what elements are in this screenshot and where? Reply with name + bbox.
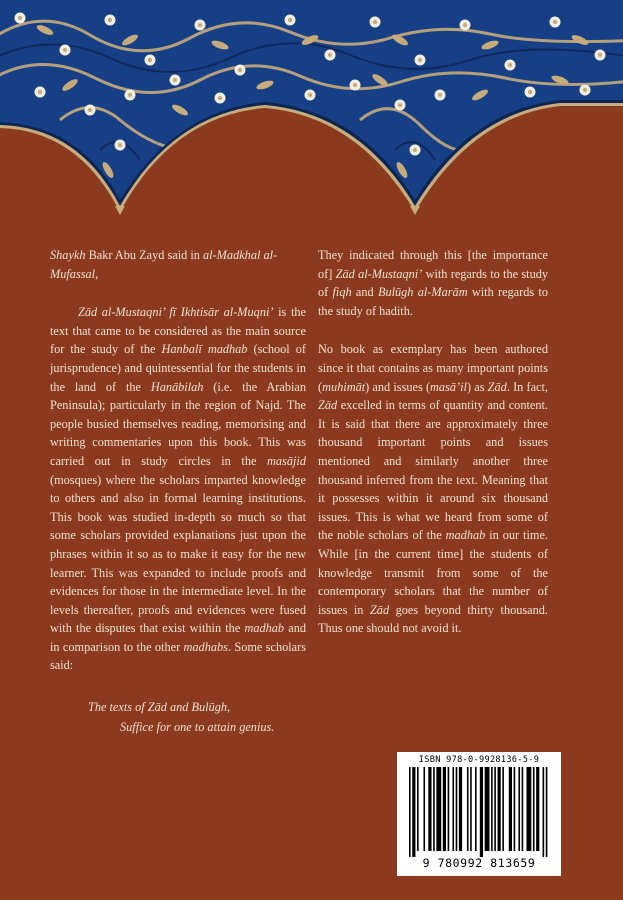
barcode-bar: [536, 767, 539, 851]
barcode-bar: [448, 767, 450, 851]
text-span: . In fact,: [506, 379, 549, 394]
text-span: They indicated through this [the importance of]: [318, 248, 548, 281]
barcode-bar: [456, 767, 458, 851]
barcode-bar: [509, 767, 512, 851]
barcode-bar: [470, 767, 472, 851]
poem: [50, 697, 306, 737]
barcode-bar: [459, 767, 462, 851]
barcode-bar: [518, 767, 520, 851]
ean-digits: 9 780992 813659: [422, 856, 536, 870]
barcode-bar: [522, 767, 524, 851]
text-span: in our time. While [in the current time] the students of knowledge transmit from some of the contemporary scholars that the number of issues in: [318, 528, 548, 617]
text-span: (mosques) where the scholars imparted knowledge to others and also in formal learning institutions. This book was studied in-depth so much so that some scholars provided explanations just upon the phrases within it so as to make it easy for the new learner. This was expanded to include proofs and evidences for those in the intermediate level. In the levels thereafter, proofs and evidences were fused with the disputes that exist within the: [50, 472, 306, 636]
intro-punct: ,: [95, 266, 99, 281]
barcode-bar: [436, 767, 441, 851]
term: Zād: [318, 398, 338, 413]
isbn-barcode: [397, 752, 561, 876]
barcode-bar: [514, 767, 516, 851]
term: madhab: [244, 621, 285, 636]
barcode-bar: [502, 767, 504, 851]
barcode-bar: [480, 767, 483, 857]
barcode-bar: [428, 767, 431, 851]
term: masājid: [267, 453, 306, 468]
barcode-bar: [526, 767, 531, 851]
barcode-bar: [475, 767, 477, 851]
term: Zād: [369, 602, 390, 617]
text-span: No book as exemplary has been authored since it that contains as many important points (: [318, 342, 548, 394]
right-text-column: [318, 246, 548, 638]
barcode-bar: [409, 767, 411, 857]
text-span: is the text that came to be considered as the main source for the study of the: [50, 305, 307, 357]
term: Bulūgh al-Marām: [377, 285, 468, 300]
term: Hanbalī madhab: [161, 342, 248, 357]
barcode-bar: [485, 767, 490, 851]
barcode-bar: [533, 767, 535, 851]
right-paragraph-1: [318, 246, 548, 320]
barcode-bar: [498, 767, 501, 851]
term: madhabs: [183, 639, 228, 654]
barcode-bar: [452, 767, 454, 851]
barcode-bars: [409, 767, 549, 857]
text-span: ) and issues (: [365, 379, 431, 394]
barcode-bar: [543, 767, 545, 857]
text-span: and in comparison to the other: [50, 621, 306, 654]
barcode-bar: [494, 767, 496, 851]
term: Zād: [487, 379, 507, 394]
text-span: with regards to the study of: [318, 266, 549, 300]
term: fiqh: [332, 285, 352, 300]
term: Hanābilah: [150, 379, 204, 394]
intro-book-title: al-Madkhal al-Mufassal: [50, 248, 278, 281]
book-title: Zād al-Mustaqni’ fī Ikhtisār al-Muqni’: [78, 305, 274, 320]
intro-line: [50, 246, 306, 283]
text-span: ) as: [466, 379, 488, 394]
text-span: (school of jurisprudence) and quintessential for the students in the land of the: [50, 342, 306, 394]
term: Zād al-Mustaqni’: [335, 266, 423, 281]
text-span: . Some scholars said:: [50, 639, 307, 673]
text-span: goes beyond thirty thousand. Thus one should not avoid it.: [318, 602, 549, 636]
term: muhimāt: [322, 379, 366, 394]
left-paragraph: [50, 303, 306, 675]
text-span: with regards to the study of hadith.: [318, 285, 548, 318]
barcode-bar: [546, 767, 548, 857]
barcode-bar: [412, 767, 415, 857]
intro-text: Bakr Abu Zayd said in: [85, 248, 204, 262]
text-span: (i.e. the Arabian Peninsula); particularly in the region of Najd. The people busied themselves reading, memorising and writing commentaries upon this book. This was carried out in study circles in the: [50, 379, 306, 468]
poem-line-2: Suffice for one to attain genius.: [120, 720, 275, 735]
intro-title: Shaykh: [50, 248, 86, 262]
text-span: and: [351, 285, 378, 300]
poem-line-1: The texts of Zād and Bulūgh,: [88, 700, 231, 715]
barcode-bar: [417, 767, 419, 851]
right-paragraph-2: [318, 340, 548, 638]
term: madhab: [445, 528, 486, 543]
barcode-bar: [443, 767, 446, 851]
barcode-bar: [467, 767, 469, 851]
barcode-bar: [423, 767, 425, 851]
isbn-label: ISBN 978-0-9928136-5-9: [418, 755, 540, 765]
barcode-bar: [491, 767, 493, 851]
text-span: excelled in terms of quantity and content. It is said that there are approximately three thousand important points and issues mentioned and similarly another three thousand inferred from the text. Meaning that it possesses within it around six thousand issues. This is what we heard from some of the noble scholars of the: [318, 398, 548, 543]
barcode-bar: [433, 767, 435, 851]
left-text-column: [50, 246, 306, 737]
term: masā’il: [430, 379, 467, 394]
ornamental-border: [0, 0, 623, 215]
